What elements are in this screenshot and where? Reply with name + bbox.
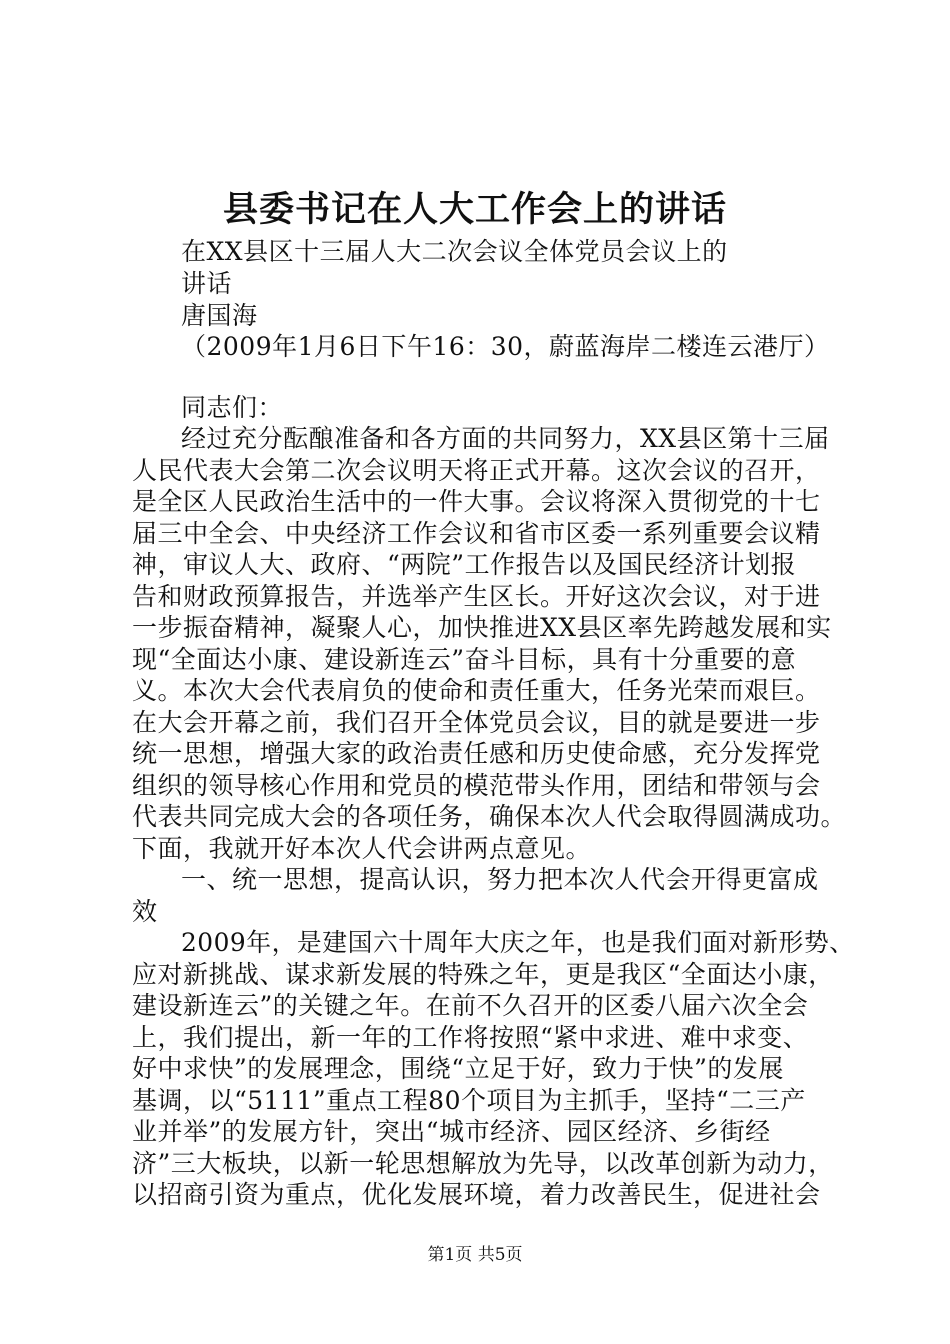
paragraph-line: 是全区人民政治生活中的一件大事。会议将深入贯彻党的十七 — [132, 487, 821, 516]
paragraph-line: 业并举”的发展方针，突出“城市经济、园区经济、乡街经 — [132, 1117, 771, 1146]
paragraph-line: 一步振奋精神，凝聚人心，加快推进XX县区率先跨越发展和实 — [132, 613, 832, 642]
paragraph-line: 好中求快”的发展理念，围绕“立足于好，致力于快”的发展 — [132, 1054, 784, 1083]
paragraph-line: 义。本次大会代表肩负的使命和责任重大，任务光荣而艰巨。 — [132, 676, 821, 705]
document-title: 县委书记在人大工作会上的讲话 — [222, 189, 727, 230]
paragraph-line: 人民代表大会第二次会议明天将正式开幕。这次会议的召开， — [132, 456, 821, 485]
section-heading-cont: 效 — [132, 897, 158, 926]
speaker-name: 唐国海 — [181, 301, 258, 330]
paragraph-line: 神，审议人大、政府、“两院”工作报告以及国民经济计划报 — [132, 550, 797, 579]
paragraph-line: 代表共同完成大会的各项任务，确保本次人代会取得圆满成功。 — [132, 802, 847, 831]
paragraph-line: 在大会开幕之前，我们召开全体党员会议，目的就是要进一步 — [132, 708, 821, 737]
section-heading: 一、统一思想，提高认识，努力把本次人代会开得更富成 — [181, 865, 819, 894]
paragraph-line: 下面，我就开好本次人代会讲两点意见。 — [132, 834, 592, 863]
paragraph-line: 统一思想，增强大家的政治责任感和历史使命感，充分发挥党 — [132, 739, 821, 768]
paragraph-line: 现“全面达小康、建设新连云”奋斗目标，具有十分重要的意 — [132, 645, 797, 674]
paragraph-line: 上，我们提出，新一年的工作将按照“紧中求进、难中求变、 — [132, 1023, 809, 1052]
paragraph-line: 以招商引资为重点，优化发展环境，着力改善民生，促进社会 — [132, 1180, 821, 1209]
paragraph-line: 建设新连云”的关键之年。在前不久召开的区委八届六次全会 — [132, 991, 809, 1020]
paragraph-line: 组织的领导核心作用和党员的模范带头作用，团结和带领与会 — [132, 771, 821, 800]
paragraph-line: 2009年，是建国六十周年大庆之年，也是我们面对新形势、 — [181, 928, 855, 957]
subtitle-line: 在XX县区十三届人大二次会议全体党员会议上的 — [181, 237, 728, 266]
paragraph-line: 经过充分酝酿准备和各方面的共同努力，XX县区第十三届 — [181, 424, 830, 453]
page-number-footer: 第1页 共5页 — [427, 1245, 523, 1265]
paragraph-line: 应对新挑战、谋求新发展的特殊之年，更是我区“全面达小康， — [132, 960, 834, 989]
speech-date-location: （2009年1月6日下午16：30，蔚蓝海岸二楼连云港厅） — [181, 332, 830, 361]
paragraph-line: 基调，以“5111”重点工程80个项目为主抓手，坚持“二三产 — [132, 1086, 806, 1115]
salutation: 同志们： — [181, 393, 284, 422]
paragraph-line: 告和财政预算报告，并选举产生区长。开好这次会议，对于进 — [132, 582, 821, 611]
paragraph-line: 济”三大板块，以新一轮思想解放为先导，以改革创新为动力， — [132, 1149, 834, 1178]
paragraph-line: 届三中全会、中央经济工作会议和省市区委一系列重要会议精 — [132, 519, 821, 548]
subtitle-line-cont: 讲话 — [181, 269, 233, 298]
